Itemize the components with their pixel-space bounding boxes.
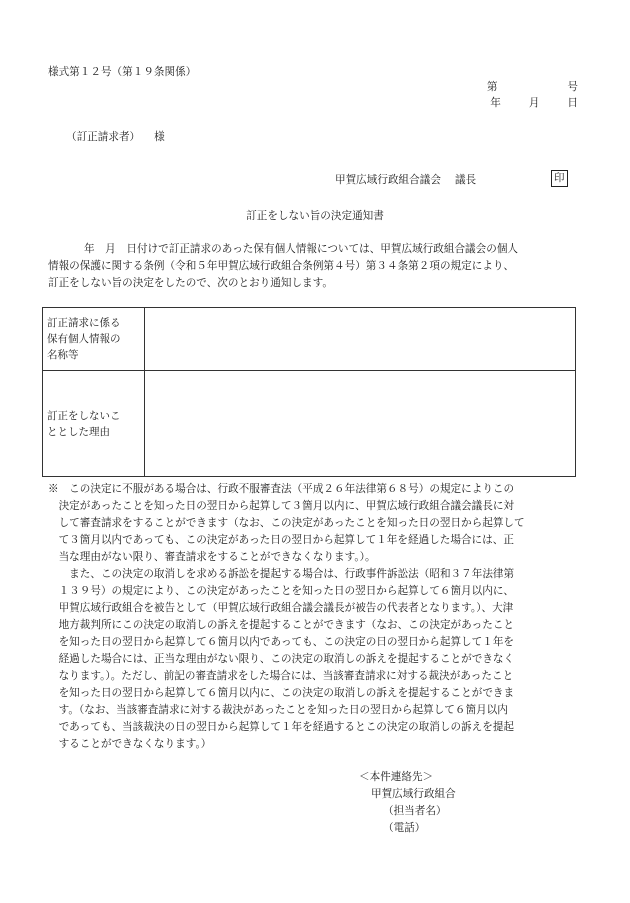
contact-person: （担当者名） [383, 805, 447, 817]
sender-title: 議長 [454, 174, 477, 186]
row-label-info-name: 訂正請求に係る 保有個人情報の 名称等 [43, 308, 145, 371]
seal-box: 印 [551, 170, 568, 187]
note-line: ※ この決定に不服がある場合は、行政不服審査法（平成２６年法律第６８号）の規定によりこの [48, 483, 515, 495]
contact-heading: ＜本件連絡先＞ [359, 771, 434, 783]
document-date-line [490, 97, 578, 110]
note-line: を知った日の翌日から起算して６箇月以内に、この決定の取消しの訴えを提起することができま [48, 687, 515, 699]
body-line: 年 月 日付けで訂正請求のあった保有個人情報については、甲賀広域行政組合議会の個人 [84, 243, 519, 255]
sender [335, 174, 476, 187]
date-day: 日 [567, 97, 578, 109]
document-title: 訂正をしない旨の決定通知書 [246, 210, 384, 222]
date-month: 月 [528, 97, 540, 109]
info-table [42, 307, 576, 477]
note-line: を知った日の翌日から起算して６箇月以内であっても、この決定の日の翌日から起算して１年を [48, 636, 515, 648]
row-value-info-name [145, 308, 576, 371]
table-row [43, 308, 576, 371]
note-line: また、この決定の取消しを求める訴訟を提起する場合は、行政事件訴訟法（昭和３７年法律第 [48, 568, 515, 580]
note-line: なります。）。ただし、前記の審査請求をした場合には、当該審査請求に対する裁決があったこと [48, 670, 514, 682]
number-prefix: 第 [486, 81, 498, 93]
note-line: 地方裁判所にこの決定の取消しの訴えを提起することができます（なお、この決定があったこと [48, 619, 515, 631]
note-line: 甲賀広域行政組合を被告として（甲賀広域行政組合議会議長が被告の代表者となります。）、大津 [48, 602, 514, 614]
addressee-honorific: 様 [154, 131, 165, 143]
contact-phone: （電話） [383, 822, 426, 834]
note-line: 決定があったことを知った日の翌日から起算して３箇月以内に、甲賀広域行政組合議会議長に対 [48, 500, 515, 512]
document-number-line [487, 81, 578, 94]
row-label-reason: 訂正をしないこ ととした理由 [43, 371, 145, 477]
contact-org: 甲賀広域行政組合 [371, 788, 456, 800]
addressee [66, 131, 165, 144]
body-line: 情報の保護に関する条例（令和５年甲賀広域行政組合条例第４号）第３４条第２項の規定により、 [48, 260, 515, 272]
body-line: 訂正をしない旨の決定をしたので、次のとおり通知します。 [48, 277, 333, 289]
contact-block [359, 769, 456, 837]
table-row [43, 371, 576, 477]
row-value-reason [145, 371, 576, 477]
sender-org: 甲賀広域行政組合議会 [335, 174, 441, 186]
note-line: 経過した場合には、正当な理由がない限り、この決定の取消しの訴えを提起することができなく [48, 653, 515, 665]
note-line: であっても、当該裁決の日の翌日から起算して１年を経過するとこの決定の取消しの訴えを提起 [48, 721, 515, 733]
note-line: して審査請求をすることができます（なお、この決定があったことを知った日の翌日から起算して [48, 517, 525, 529]
note-line: することができなくなります。） [48, 738, 212, 750]
addressee-name: （訂正請求者） [66, 131, 141, 143]
note-line: て３箇月以内であっても、この決定があった日の翌日から起算して１年を経過した場合には、正 [48, 534, 514, 546]
number-suffix: 号 [567, 81, 578, 93]
body-paragraph [48, 241, 580, 292]
note-line: す。（なお、当該審査請求に対する裁決があったことを知った日の翌日から起算して６箇月以内 [48, 704, 508, 716]
notes-section [48, 481, 582, 753]
note-line: １３９号）の規定により、この決定があったことを知った日の翌日から起算して６箇月以内に、 [48, 585, 515, 597]
note-line: 当な理由がない限り、審査請求をすることができなくなります。）。 [48, 551, 376, 563]
date-year: 年 [490, 97, 501, 109]
form-number-label: 様式第１２号（第１９条関係） [48, 66, 197, 78]
